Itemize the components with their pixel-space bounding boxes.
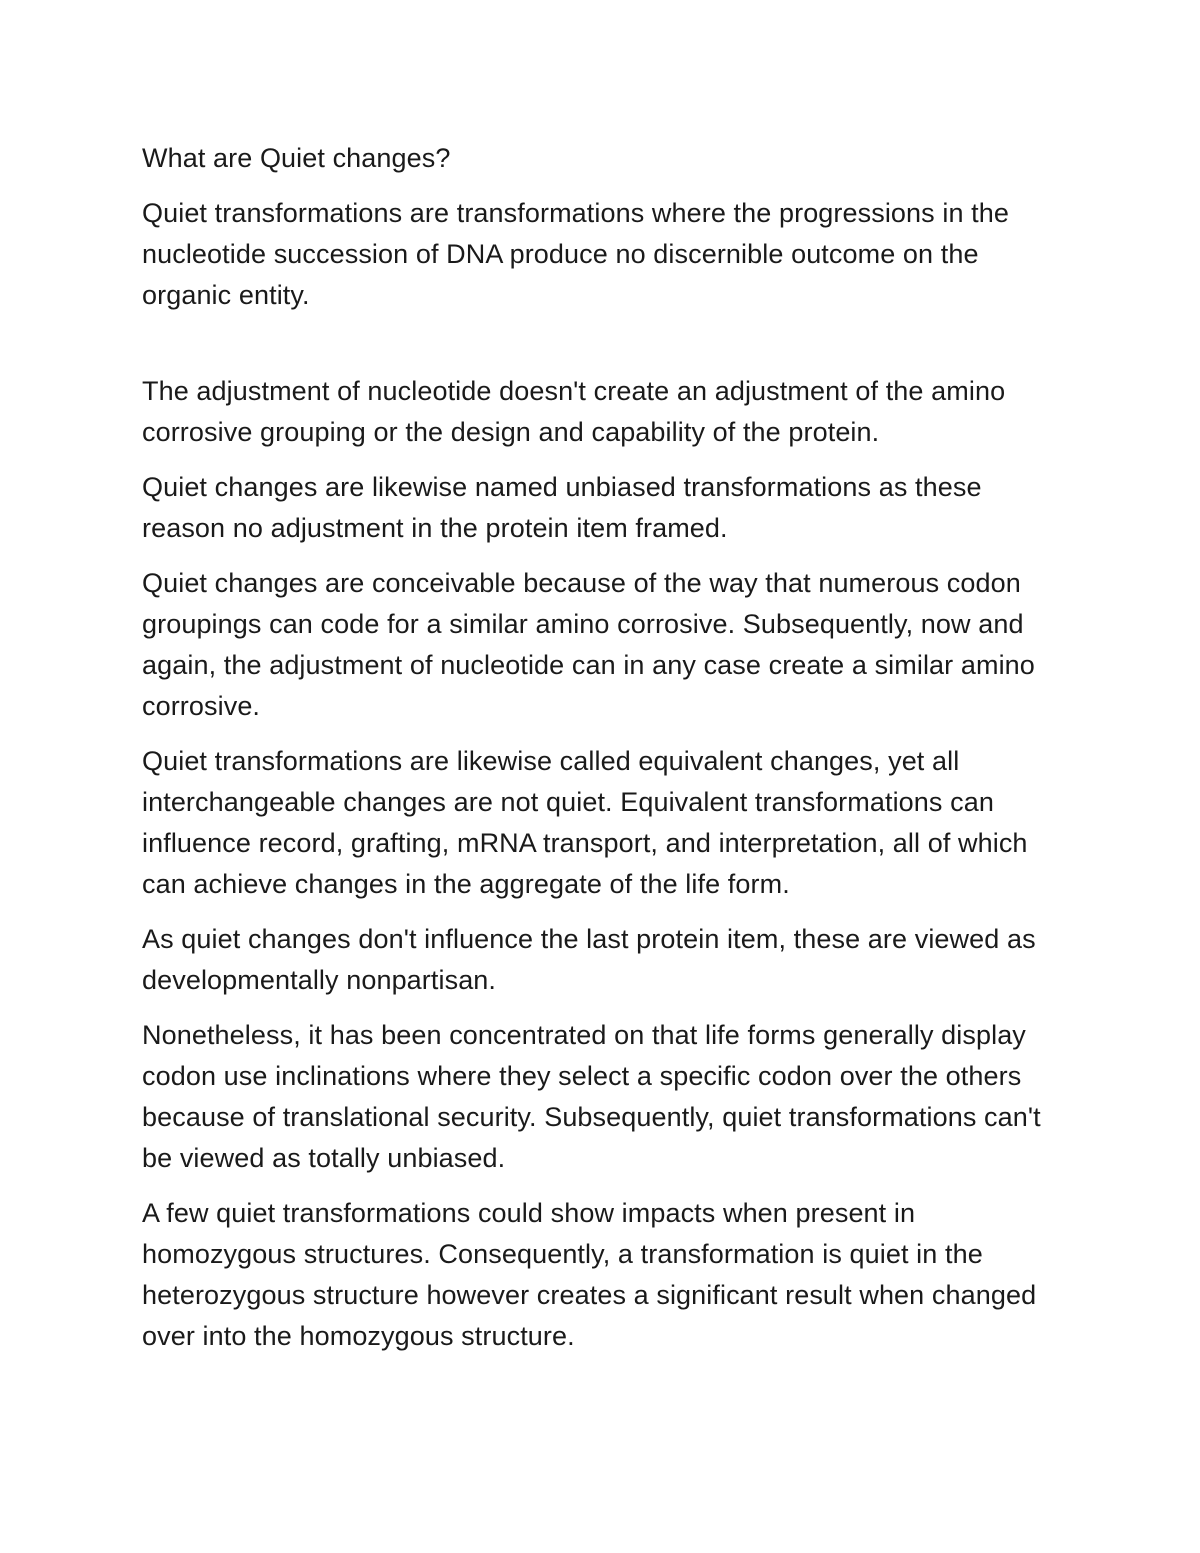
paragraph: Nonetheless, it has been concentrated on that life forms generally display codon use inclinations where they select a specific codon over the others because of translational security. Subsequently, quiet transformations can't be viewed as totally unbiased.: [142, 1020, 1041, 1173]
paragraph: The adjustment of nucleotide doesn't create an adjustment of the amino corrosive grouping or the design and capability of the protein.: [142, 376, 1006, 447]
paragraph: A few quiet transformations could show impacts when present in homozygous structures. Consequently, a transformation is quiet in the heterozygous structure however creates a significant result when changed over into the homozygous structure.: [142, 1198, 1037, 1351]
paragraph: Quiet transformations are likewise called equivalent changes, yet all interchangeable changes are not quiet. Equivalent transformations can influence record, grafting, mRNA transport, and interpretation, all of which can achieve changes in the aggregate of the life form.: [142, 746, 1028, 899]
paragraph: Quiet changes are conceivable because of the way that numerous codon groupings can code for a similar amino corrosive. Subsequently, now and again, the adjustment of nucleotide can in any case create a similar amino corrosive.: [142, 568, 1035, 721]
document-heading: What are Quiet changes?: [142, 143, 451, 173]
paragraph: Quiet transformations are transformations where the progressions in the nucleotide succession of DNA produce no discernible outcome on the organic entity.: [142, 198, 1010, 310]
document-body: [142, 138, 1072, 1371]
paragraph: Quiet changes are likewise named unbiased transformations as these reason no adjustment in the protein item framed.: [142, 472, 982, 543]
paragraph: As quiet changes don't influence the last protein item, these are viewed as developmentally nonpartisan.: [142, 924, 1036, 995]
